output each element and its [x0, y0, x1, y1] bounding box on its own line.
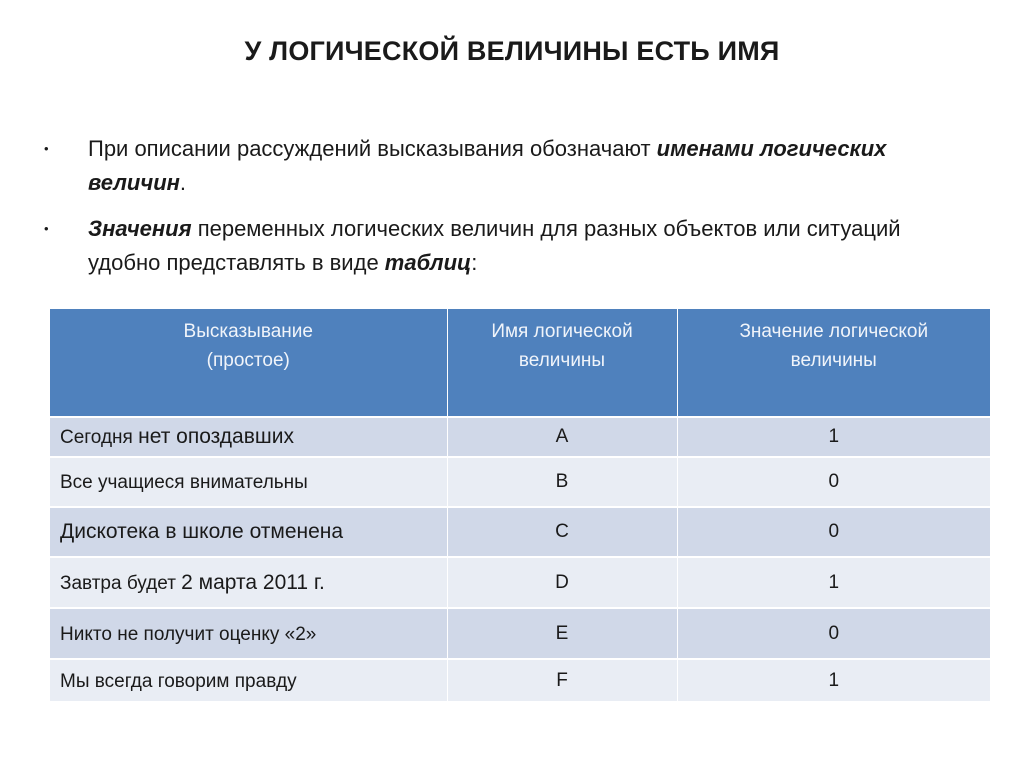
bullet-text-emphasis: Значения: [88, 216, 192, 241]
header-statement: [50, 309, 447, 417]
statement-text: Никто не получит оценку «2»: [60, 623, 317, 645]
table-row: [50, 659, 990, 701]
header-line: величины: [518, 350, 606, 371]
statement-text: 2 марта 2011 г.: [181, 570, 325, 594]
bullet-text-plain: При описании рассуждений высказывания обозначают: [88, 136, 657, 161]
header-line: Высказывание: [183, 321, 313, 342]
header-name: [447, 309, 677, 417]
cell-statement: [50, 557, 447, 608]
bullet-text-end: :: [471, 250, 478, 275]
table-row: [50, 457, 990, 507]
statement-text: Сегодня: [60, 427, 139, 448]
table-row: [50, 608, 990, 659]
bullet-marker: •: [44, 141, 49, 156]
cell-name: B: [447, 457, 677, 507]
bullet-text-end: .: [179, 170, 187, 195]
statement-text: Завтра будет: [60, 572, 182, 594]
cell-statement: [50, 608, 447, 659]
cell-value: 1: [677, 417, 990, 457]
bullet-list: [44, 132, 964, 292]
cell-value: 1: [677, 659, 990, 701]
bullet-item-names: [44, 132, 964, 200]
header-value: [677, 309, 990, 417]
cell-value: 0: [677, 457, 990, 507]
bullet-text-emphasis: таблиц: [384, 250, 472, 275]
table-row: [50, 417, 990, 457]
cell-name: A: [447, 417, 677, 457]
cell-statement: [50, 659, 447, 701]
cell-statement: [50, 457, 447, 507]
bullet-item-values: [44, 212, 964, 280]
cell-value: 0: [677, 507, 990, 557]
cell-value: 0: [677, 608, 990, 659]
bullet-text-plain: переменных логических величин для разных объектов или ситуаций удобно представлять в виде: [88, 216, 901, 275]
table-row: [50, 507, 990, 557]
bullet-text: [88, 212, 964, 280]
statement-text: Дискотека в школе отменена: [60, 520, 344, 543]
cell-statement: [50, 507, 447, 557]
statement-text: нет опоздавших: [138, 425, 294, 448]
logic-values-table: [50, 309, 990, 701]
cell-value: 1: [677, 557, 990, 608]
slide-title: У ЛОГИЧЕСКОЙ ВЕЛИЧИНЫ ЕСТЬ ИМЯ: [244, 36, 780, 66]
statement-text: Все учащиеся внимательны: [60, 472, 308, 493]
header-line: Имя логической: [491, 321, 633, 342]
cell-name: C: [447, 507, 677, 557]
cell-name: F: [447, 659, 677, 701]
bullet-text: [88, 132, 964, 200]
bullet-marker: •: [44, 221, 49, 236]
statement-text: Мы всегда говорим правду: [60, 670, 297, 692]
cell-name: D: [447, 557, 677, 608]
header-line: величины: [790, 350, 877, 371]
cell-name: E: [447, 608, 677, 659]
bullet-text-emphasis: именами логических величин: [88, 136, 887, 195]
table-header-row: [50, 309, 990, 417]
cell-statement: [50, 417, 447, 457]
table-row: [50, 557, 990, 608]
header-line: (простое): [206, 350, 290, 371]
header-line: Значение логической: [739, 321, 929, 342]
